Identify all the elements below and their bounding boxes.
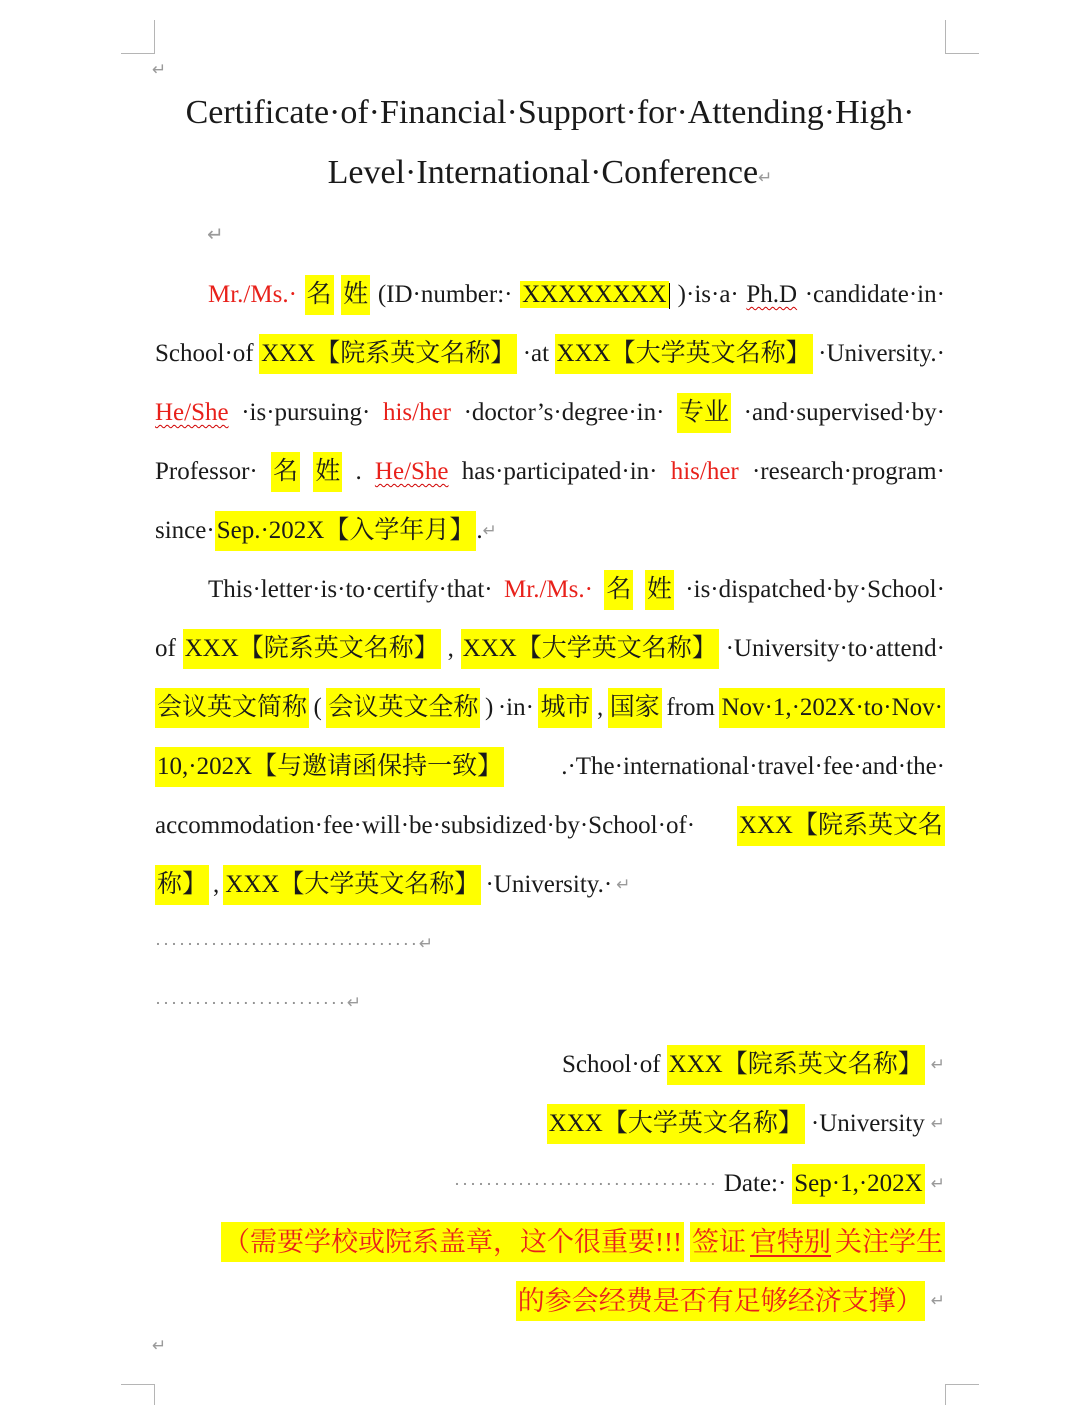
university-name: XXX【大学英文名称】 [555,334,813,374]
text: ·at [522,340,550,367]
text: ·research·program· [751,458,945,485]
paragraph-mark: ↵ [758,168,773,188]
document-title-line-1[interactable] [155,94,945,132]
conference-dates-end: 10,·202X【与邀请函保持一致】 [155,747,504,787]
signature-university[interactable] [155,1104,945,1144]
conference-short-name: 会议英文简称 [155,688,309,728]
text: accommodation·fee·will·be·subsidized·by·School·of· [155,812,696,839]
body-line-10[interactable] [155,806,945,846]
margin-corner-top-left [121,20,155,54]
paragraph-mark: ↵ [930,1055,945,1075]
margin-corner-bottom-left [121,1384,155,1405]
paragraph-mark: ↵ [930,1174,945,1194]
date-value: Sep·1,·202X [792,1164,924,1204]
dept-name: XXX【院系英文名 [737,806,945,846]
title-text-2: Level·International·Conference [327,154,759,191]
empty-line-2[interactable] [155,983,945,1023]
major: 专业 [677,393,731,433]
space-dots: ································· [454,1174,718,1194]
body-line-11[interactable]: 称】 , XXX【大学英文名称】 ·University.· ↵ [155,865,945,905]
note-text-underlined: 官特别 [748,1222,833,1262]
text: ·University·to·attend· [725,635,945,662]
stamp-note-line-1[interactable] [155,1222,945,1262]
note-text: （需要学校或院系盖章，这个很重要!!! [221,1222,684,1262]
space-dots: ································· [155,934,419,954]
student-family-name: 姓 [341,275,370,315]
professor-family-name: 姓 [313,452,342,492]
his-her: his/her [670,458,739,485]
body-line-4[interactable]: Professor· 名 姓 . He/She has·participated·in· his/her ·research·program· [155,452,945,492]
text: since· [155,517,215,544]
university-name: XXX【大学英文名称】 [547,1104,805,1144]
mr-ms: Mr./Ms.· [208,281,297,308]
text: This·letter·is·to·certify·that· [208,576,493,603]
professor-given-name: 名 [271,452,300,492]
id-number: XXXXXXXX [522,281,667,308]
he-she: He/She [374,458,449,485]
body-line-9[interactable] [155,747,945,787]
note-text: 关注学生 [833,1222,945,1262]
he-she: He/She [155,399,229,426]
text: Professor· [155,458,258,485]
mr-ms: Mr./Ms.· [504,576,593,603]
his-her: his/her [382,399,451,426]
body-line-6[interactable] [208,570,945,610]
phd-text: Ph.D [746,281,798,308]
body-line-8[interactable]: 会议英文简称 ( 会议英文全称 ) ·in· 城市 , 国家 from Nov·1,·202X·to·Nov· [155,688,945,728]
title-text-1: Certificate·of·Financial·Support·for·Attending·High· [185,94,915,131]
stamp-note-line-2[interactable] [155,1281,945,1321]
note-text: 签证 [690,1222,748,1262]
dept-name-end: 称】 [155,865,209,905]
dept-name: XXX【院系英文名称】 [667,1045,925,1085]
text: .·The·international·travel·fee·and·the· [561,753,945,780]
enrollment-date: Sep.·202X【入学年月】 [215,511,477,551]
conference-dates-start: Nov·1,·202X·to·Nov· [719,688,944,728]
dept-name: XXX【院系英文名称】 [259,334,517,374]
signature-date[interactable] [155,1164,945,1204]
paragraph-mark: ↵ [930,1114,945,1134]
conference-full-name: 会议英文全称 [326,688,480,728]
body-line-3[interactable] [155,393,945,433]
body-line-1[interactable] [208,275,945,315]
paragraph-mark: ↵ [152,60,167,80]
note-text: 的参会经费是否有足够经济支撑） [516,1281,925,1321]
text: from [666,694,715,721]
student-given-name: 名 [305,275,334,315]
paragraph-mark: ↵ [930,1291,945,1311]
text: ·is·dispatched·by·School· [685,576,945,603]
text: ·doctor’s·degree·in· [463,399,665,426]
empty-line-1[interactable] [155,924,945,964]
paragraph-mark: ↵ [207,222,224,246]
text-cursor [669,283,671,309]
date-label: Date:· [723,1170,787,1197]
body-line-2[interactable] [155,334,945,374]
text: ·University.· [485,871,613,898]
space-dots: ························ [155,993,347,1013]
id-label: (ID·number:· [377,281,513,308]
text: School·of [155,340,254,367]
text: School·of [561,1051,661,1078]
text: ·University.· [818,340,945,367]
paragraph-mark: ↵ [152,1336,167,1356]
city: 城市 [538,688,592,728]
body-line-7[interactable]: of XXX【院系英文名称】 , XXX【大学英文名称】 ·University·to·attend· [155,629,945,669]
text: of [155,635,176,662]
paragraph-mark: ↵ [482,521,497,541]
country: 国家 [608,688,662,728]
text: ·and·supervised·by· [743,399,945,426]
margin-corner-bottom-right [945,1384,979,1405]
text: ·is·pursuing· [241,399,371,426]
university-name: XXX【大学英文名称】 [461,629,719,669]
signature-school[interactable] [155,1045,945,1085]
text: has·participated·in· [461,458,658,485]
paragraph-mark: ↵ [418,934,434,954]
paragraph-mark: ↵ [346,993,362,1013]
document-title-line-2[interactable] [155,154,945,192]
text: ·in· [497,694,534,721]
text: ·University [810,1110,925,1137]
margin-corner-top-right [945,20,979,54]
student-given-name: 名 [604,570,633,610]
text: ·candidate·in· [804,281,945,308]
dept-name: XXX【院系英文名称】 [183,629,441,669]
text: )·is·a· [677,281,739,308]
student-family-name: 姓 [645,570,674,610]
body-line-5[interactable]: since· Sep.·202X【入学年月】 . ↵ [155,511,945,551]
paragraph-mark: ↵ [616,875,631,895]
university-name: XXX【大学英文名称】 [223,865,481,905]
